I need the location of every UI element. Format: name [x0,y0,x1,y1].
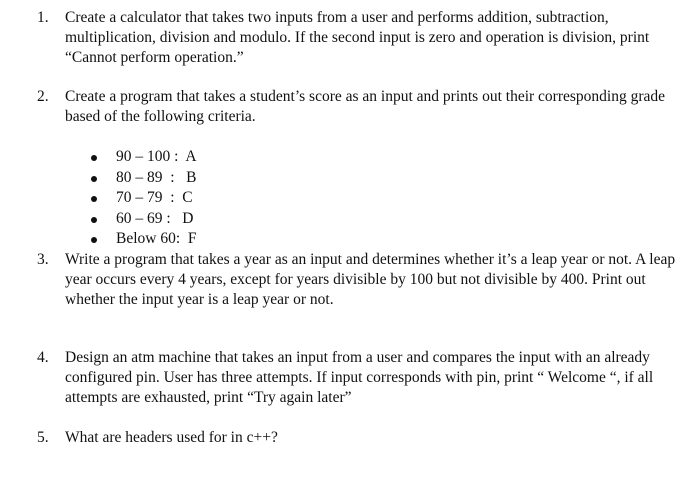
question-number: 2. [37,88,49,105]
question-text: Write a program that takes a year as an input and determines whether it’s a leap year or not. A leap year occurs every 4 years, except for years divisible by 100 but not divisible by 400. Print out whether the input year is a leap year or not. [65,251,676,308]
bullet-icon [91,196,97,202]
question-1 [37,8,687,68]
list-item [90,229,197,250]
question-number: 3. [37,251,49,268]
bullet-icon [91,237,97,243]
question-3 [37,250,687,310]
question-5 [37,428,687,448]
question-text: What are headers used for in c++? [65,429,278,446]
question-number: 1. [37,9,49,26]
question-2 [37,87,687,127]
list-item [90,209,197,230]
grade-criterion: Below 60: F [116,230,197,247]
grade-criterion: 90 – 100 : A [116,148,197,165]
bullet-icon [91,155,97,161]
question-4 [37,348,687,408]
list-item [90,147,197,168]
bullet-icon [91,217,97,223]
question-text: Design an atm machine that takes an input from a user and compares the input with an already configured pin. User has three attempts. If input corresponds with pin, print “ Welcome “, if all attempts are exhausted, print “Try again later” [65,349,654,406]
question-text: Create a program that takes a student’s score as an input and prints out their corresponding grade based of the following criteria. [65,88,666,125]
bullet-icon [91,176,97,182]
grade-criteria-list [90,147,197,250]
grade-criterion: 70 – 79 : C [116,189,193,206]
question-text: Create a calculator that takes two inputs from a user and performs addition, subtraction, multiplication, division and modulo. If the second input is zero and operation is division, print “Cannot perform operation.” [65,9,650,66]
question-number: 4. [37,349,49,366]
list-item [90,168,197,189]
grade-criterion: 80 – 89 : B [116,168,197,186]
list-item [90,188,197,209]
grade-criterion: 60 – 69 : D [116,209,194,227]
question-number: 5. [37,429,49,446]
